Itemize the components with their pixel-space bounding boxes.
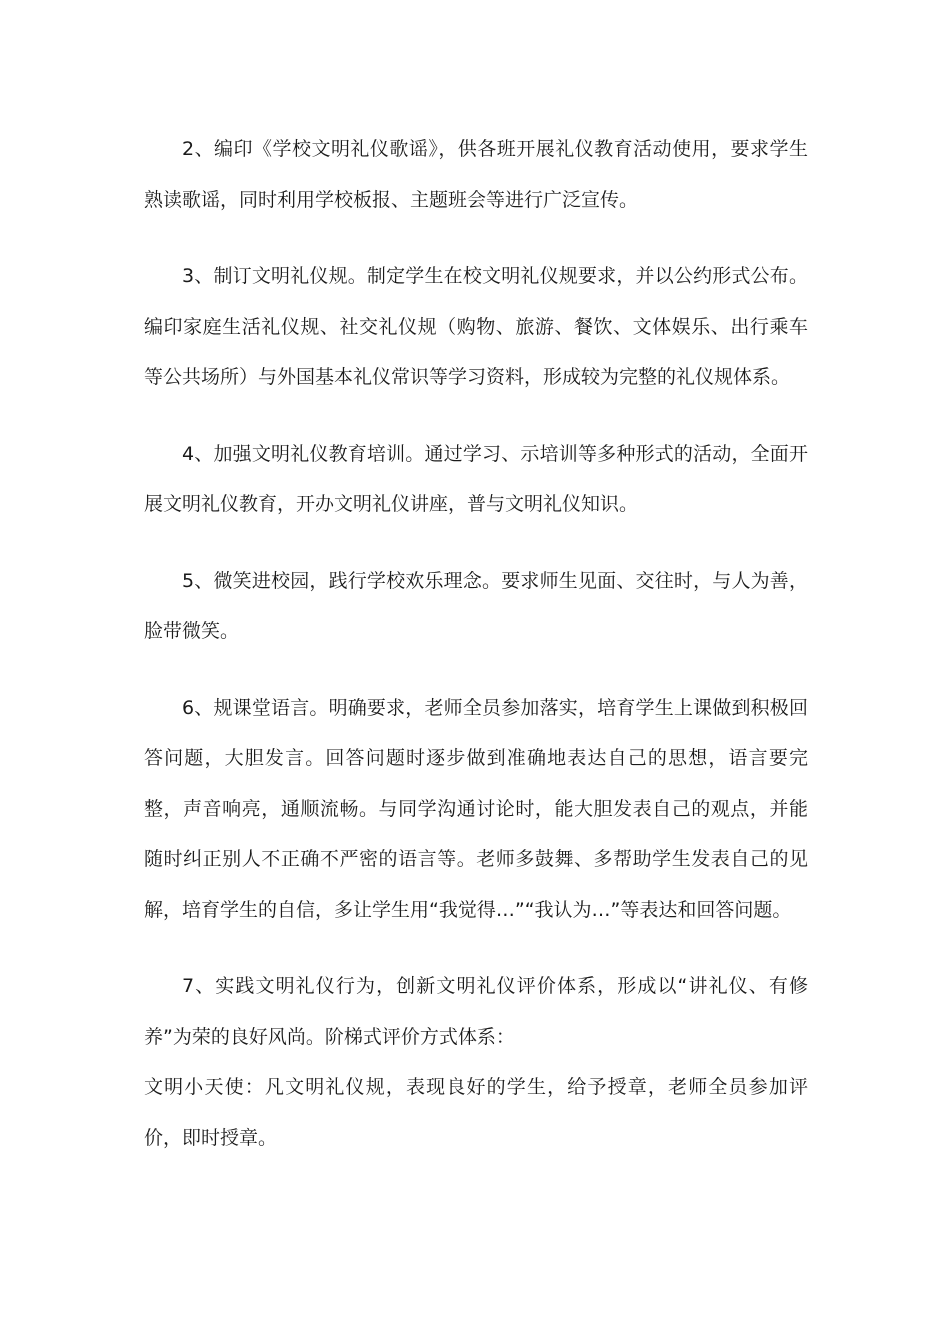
paragraph-item-3: 3、制订文明礼仪规。制定学生在校文明礼仪规要求，并以公约形式公布。编印家庭生活礼仪规、社交礼仪规（购物、旅游、餐饮、文体娱乐、出行乘车等公共场所）与外国基本礼仪常识等学习资料，形成较为完整的礼仪规体系。 [144, 265, 808, 388]
paragraph-item-4: 4、加强文明礼仪教育培训。通过学习、示培训等多种形式的活动，全面开展文明礼仪教育，开办文明礼仪讲座，普与文明礼仪知识。 [144, 442, 808, 515]
paragraph-item-2: 2、编印《学校文明礼仪歌谣》，供各班开展礼仪教育活动使用，要求学生熟读歌谣，同时利用学校板报、主题班会等进行广泛宣传。 [144, 138, 808, 211]
paragraph-item-7: 7、实践文明礼仪行为，创新文明礼仪评价体系，形成以“讲礼仪、有修养”为荣的良好风尚。阶梯式评价方式体系： [144, 975, 808, 1048]
document-body [144, 124, 808, 1163]
paragraph-civility-angel: 文明小天使：凡文明礼仪规，表现良好的学生，给予授章，老师全员参加评价，即时授章。 [144, 1076, 808, 1149]
paragraph-item-6: 6、规课堂语言。明确要求，老师全员参加落实，培育学生上课做到积极回答问题，大胆发言。回答问题时逐步做到准确地表达自己的思想，语言要完整，声音响亮，通顺流畅。与同学沟通讨论时，能大胆发表自己的观点，并能随时纠正别人不正确不严密的语言等。老师多鼓舞、多帮助学生发表自己的见解，培育学生的自信，多让学生用“我觉得…”“我认为…”等表达和回答问题。 [144, 696, 808, 921]
paragraph-item-5: 5、微笑进校园，践行学校欢乐理念。要求师生见面、交往时，与人为善，脸带微笑。 [144, 569, 808, 642]
